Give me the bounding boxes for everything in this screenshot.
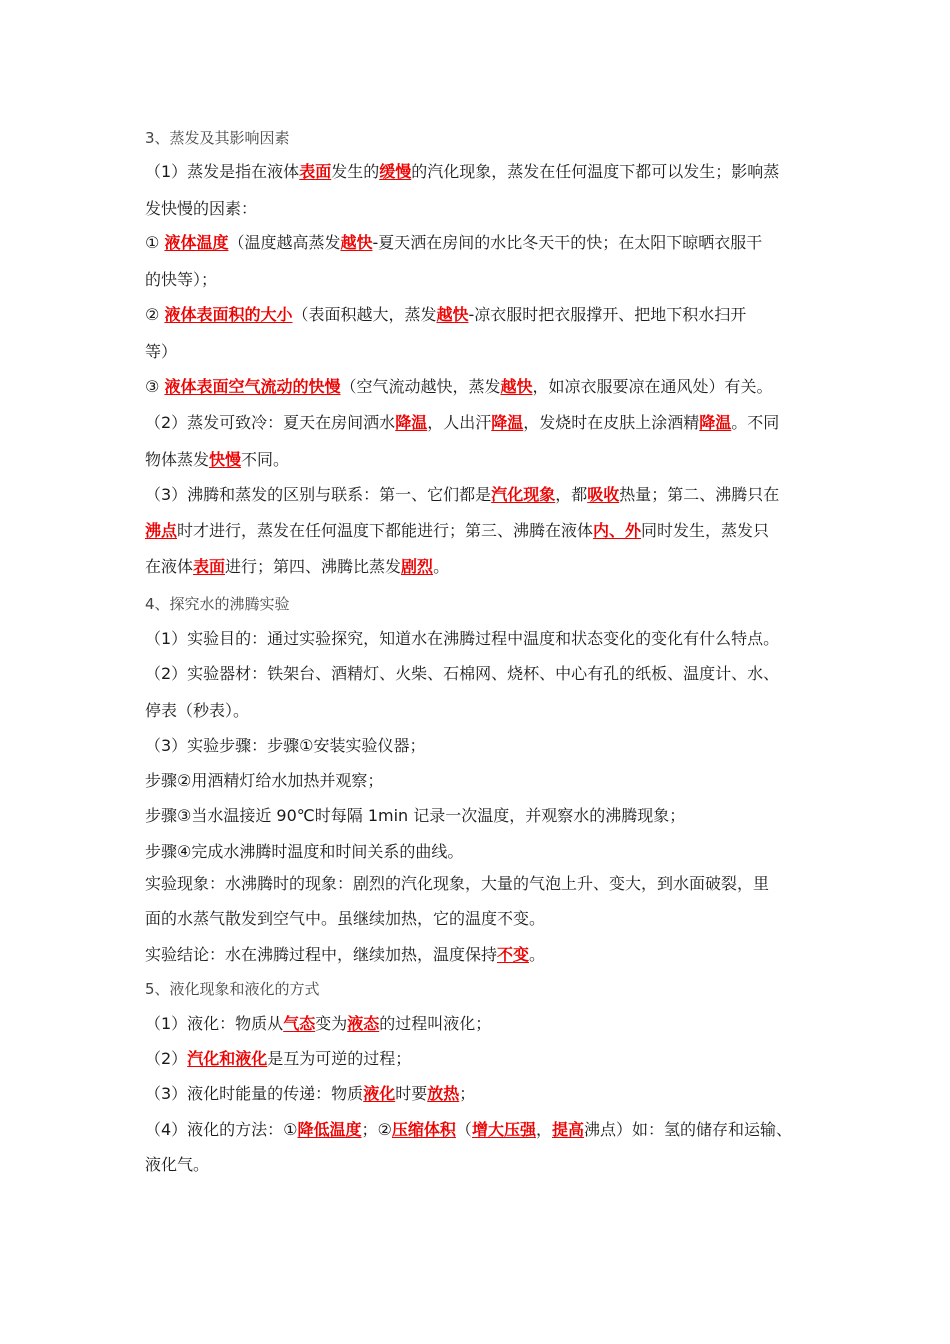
text-segment: 变为 [315, 1014, 348, 1033]
text-line [145, 377, 773, 397]
highlighted-keyword: 液体温度 [164, 233, 229, 252]
highlighted-keyword: 液体表面积的大小 [164, 305, 293, 324]
text-segment: 物体蒸发 [145, 450, 210, 469]
highlighted-keyword: 液态 [347, 1014, 380, 1033]
text-segment: 4、探究水的沸腾实验 [145, 595, 290, 613]
text-segment: （1）蒸发是指在液体 [145, 162, 300, 181]
highlighted-keyword: 表面 [193, 557, 226, 576]
text-segment: 发生的 [331, 162, 380, 181]
text-segment: 面的水蒸气散发到空气中。虽继续加热，它的温度不变。 [145, 909, 546, 928]
highlighted-keyword: 液体表面空气流动的快慢 [164, 377, 341, 396]
highlighted-keyword: 液化 [363, 1084, 396, 1103]
text-segment: ③ [145, 377, 165, 396]
text-segment: ，人出汗 [427, 413, 492, 432]
text-line [145, 909, 545, 929]
text-segment: ， [535, 1120, 552, 1139]
text-segment: （1）液化：物质从 [145, 1014, 284, 1033]
text-line [145, 1014, 491, 1034]
highlighted-keyword: 缓慢 [379, 162, 412, 181]
text-segment: （4）液化的方法：① [145, 1120, 298, 1139]
text-line [145, 342, 177, 362]
text-segment: （温度越高蒸发 [228, 233, 341, 252]
text-segment: （表面积越大，蒸发 [292, 305, 437, 324]
highlighted-keyword: 内、外 [593, 521, 642, 540]
text-line [145, 1084, 475, 1104]
text-line [145, 521, 769, 541]
text-line [145, 199, 257, 219]
highlighted-keyword: 表面 [299, 162, 332, 181]
highlighted-keyword: 越快 [436, 305, 469, 324]
text-segment: 3、蒸发及其影响因素 [145, 129, 290, 147]
text-segment: 实验现象：水沸腾时的现象：剧烈的汽化现象，大量的气泡上升、变大，到水面破裂，里 [145, 874, 770, 893]
text-segment: 。 [529, 945, 546, 964]
text-segment: 的汽化现象，蒸发在任何温度下都可以发生；影响蒸 [411, 162, 780, 181]
text-segment: 热量；第二、沸腾只在 [619, 485, 780, 504]
text-line [145, 874, 769, 894]
text-segment: 时要 [395, 1084, 428, 1103]
text-segment: ，发烧时在皮肤上涂酒精 [523, 413, 700, 432]
text-segment: 步骤④完成水沸腾时温度和时间关系的曲线。 [145, 842, 464, 861]
text-segment: 。不同 [731, 413, 780, 432]
highlighted-keyword: 汽化现象 [491, 485, 556, 504]
highlighted-keyword: 快慢 [209, 450, 242, 469]
text-segment: （1）实验目的：通过实验探究，知道水在沸腾过程中温度和状态变化的变化有什么特点。 [145, 629, 780, 648]
text-segment: （3）实验步骤：步骤①安装实验仪器； [145, 736, 426, 755]
highlighted-keyword: 降低温度 [297, 1120, 362, 1139]
text-segment: （2）实验器材：铁架台、酒精灯、火柴、石棉网、烧杯、中心有孔的纸板、温度计、水、 [145, 664, 780, 683]
highlighted-keyword: 越快 [340, 233, 373, 252]
text-line [145, 664, 779, 684]
highlighted-keyword: 吸收 [587, 485, 620, 504]
section-heading [145, 594, 290, 614]
text-line [145, 305, 746, 325]
highlighted-keyword: 越快 [500, 377, 533, 396]
text-segment: 停表（秒表）。 [145, 701, 250, 720]
text-segment: ； [459, 1084, 476, 1103]
text-segment: （2）蒸发可致冷：夏天在房间洒水 [145, 413, 396, 432]
text-segment: （ [455, 1120, 472, 1139]
text-segment: 在液体 [145, 557, 194, 576]
text-segment: ，都 [555, 485, 588, 504]
text-segment: （2） [145, 1049, 188, 1068]
text-segment: 时才进行，蒸发在任何温度下都能进行；第三、沸腾在液体 [177, 521, 594, 540]
text-line [145, 1049, 411, 1069]
text-segment: -凉衣服时把衣服撑开、把地下积水扫开 [468, 305, 747, 324]
text-line [145, 557, 449, 577]
text-line [145, 945, 545, 965]
text-segment: 5、液化现象和液化的方式 [145, 980, 320, 998]
highlighted-keyword: 降温 [491, 413, 524, 432]
highlighted-keyword: 增大压强 [471, 1120, 536, 1139]
highlighted-keyword: 提高 [551, 1120, 584, 1139]
text-segment: （3）液化时能量的传递：物质 [145, 1084, 364, 1103]
section-heading [145, 979, 320, 999]
text-segment: 步骤③当水温接近 90℃时每隔 1min 记录一次温度，并观察水的沸腾现象； [145, 806, 686, 825]
highlighted-keyword: 放热 [427, 1084, 460, 1103]
text-line [145, 162, 779, 182]
text-line [145, 1120, 792, 1140]
highlighted-keyword: 剧烈 [401, 557, 434, 576]
text-line [145, 270, 217, 290]
text-segment: 沸点）如：氢的储存和运输、 [583, 1120, 792, 1139]
text-line [145, 701, 249, 721]
text-segment: 发快慢的因素： [145, 199, 258, 218]
highlighted-keyword: 不变 [497, 945, 530, 964]
text-segment: 实验结论：水在沸腾过程中，继续加热，温度保持 [145, 945, 498, 964]
text-segment: 等） [145, 342, 178, 361]
text-segment: 进行；第四、沸腾比蒸发 [225, 557, 402, 576]
highlighted-keyword: 沸点 [145, 521, 178, 540]
text-segment: ① [145, 233, 165, 252]
text-segment: 步骤②用酒精灯给水加热并观察； [145, 771, 384, 790]
text-line [145, 1155, 209, 1175]
text-line [145, 842, 463, 862]
highlighted-keyword: 降温 [699, 413, 732, 432]
highlighted-keyword: 降温 [395, 413, 428, 432]
text-segment: （空气流动越快，蒸发 [340, 377, 501, 396]
text-line [145, 413, 779, 433]
text-segment: 。 [433, 557, 450, 576]
text-segment: 不同。 [241, 450, 290, 469]
highlighted-keyword: 汽化和液化 [187, 1049, 268, 1068]
text-line [145, 485, 779, 505]
highlighted-keyword: 压缩体积 [391, 1120, 456, 1139]
text-segment: （3）沸腾和蒸发的区别与联系：第一、它们都是 [145, 485, 492, 504]
text-line [145, 736, 426, 756]
section-heading [145, 128, 290, 148]
text-segment: ② [145, 305, 165, 324]
text-segment: -夏天洒在房间的水比冬天干的快；在太阳下晾晒衣服干 [372, 233, 763, 252]
text-segment: 液化气。 [145, 1155, 210, 1174]
text-line [145, 806, 685, 826]
text-segment: 的过程叫液化； [379, 1014, 492, 1033]
text-line [145, 233, 762, 253]
text-line [145, 629, 779, 649]
text-line [145, 450, 289, 470]
highlighted-keyword: 气态 [283, 1014, 316, 1033]
text-line [145, 771, 383, 791]
text-segment: ，如凉衣服要凉在通风处）有关。 [532, 377, 773, 396]
text-segment: ；② [361, 1120, 392, 1139]
text-segment: 是互为可逆的过程； [267, 1049, 412, 1068]
text-segment: 同时发生，蒸发只 [641, 521, 770, 540]
text-segment: 的快等）； [145, 270, 218, 289]
